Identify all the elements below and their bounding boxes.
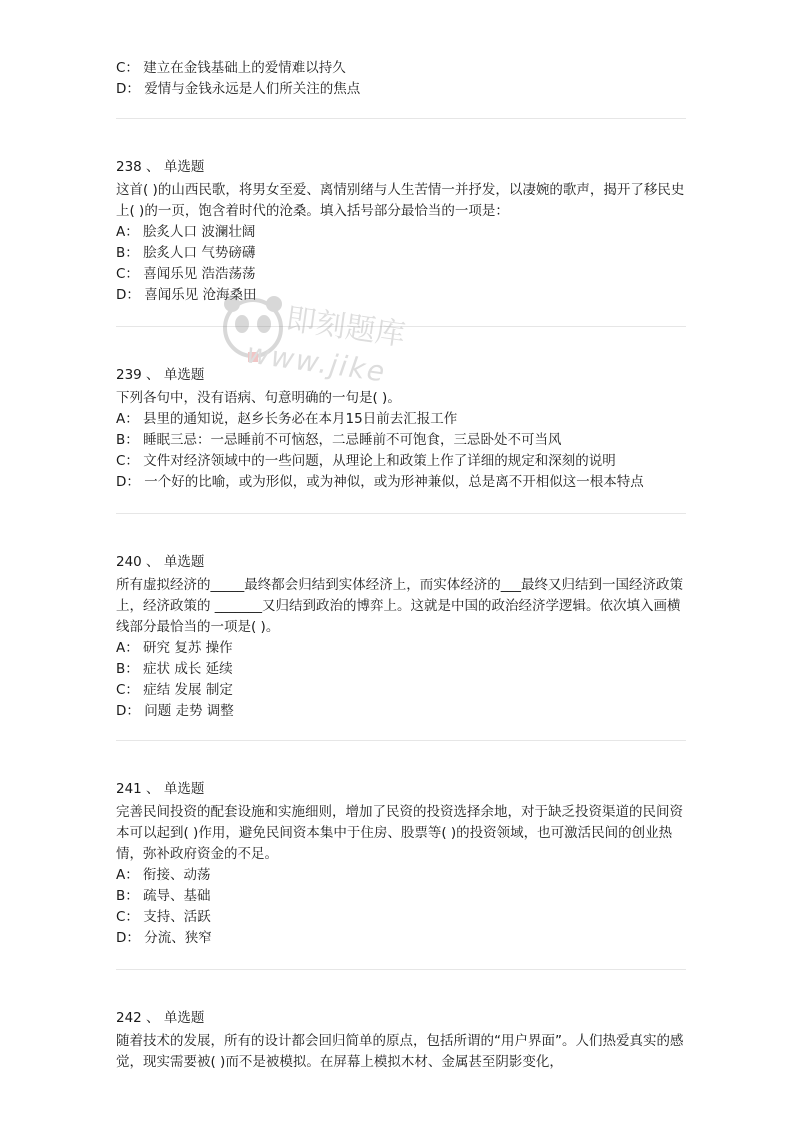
question-stem: 所有虚拟经济的_____最终都会归结到实体经济上，而实体经济的___最终又归结到一国经济政策上，经济政策的 _______又归结到政治的博弈上。这就是中国的政治经济学逻辑。依次填入画横线部分最恰当的一项是( )。	[116, 577, 683, 635]
option-row[interactable]	[116, 928, 686, 949]
option-key: D：	[116, 930, 140, 946]
question-239	[116, 365, 686, 493]
option-text: 喜闻乐见 浩浩荡荡	[143, 266, 256, 282]
question-238	[116, 157, 686, 306]
option-row[interactable]	[116, 701, 686, 722]
option-row[interactable]	[116, 638, 686, 659]
option-text: 一个好的比喻，或为形似，或为神似，或为形神兼似，总是离不开相似这一根本特点	[144, 474, 644, 490]
option-text: 脍炙人口 气势磅礴	[143, 245, 256, 261]
option-text: 脍炙人口 波澜壮阔	[143, 224, 256, 240]
question-242	[116, 1008, 686, 1073]
question-header: 239 、 单选题	[116, 367, 205, 383]
question-header: 238 、 单选题	[116, 159, 205, 175]
option-key: D：	[116, 703, 140, 719]
option-text: 喜闻乐见 沧海桑田	[144, 287, 257, 303]
option-key: C：	[116, 60, 139, 76]
option-row[interactable]	[116, 58, 686, 79]
option-key: C：	[116, 266, 139, 282]
option-text: 县里的通知说，赵乡长务必在本月15日前去汇报工作	[143, 411, 458, 427]
option-row[interactable]	[116, 222, 686, 243]
question-header: 242 、 单选题	[116, 1010, 205, 1026]
option-row[interactable]	[116, 659, 686, 680]
question-list	[116, 58, 686, 1073]
option-text: 睡眠三忌：一忌睡前不可恼怒，二忌睡前不可饱食，三忌卧处不可当风	[143, 432, 562, 448]
option-row[interactable]	[116, 907, 686, 928]
option-row[interactable]	[116, 243, 686, 264]
option-row[interactable]	[116, 451, 686, 472]
option-text: 问题 走势 调整	[144, 703, 234, 719]
option-text: 文件对经济领域中的一些问题，从理论上和政策上作了详细的规定和深刻的说明	[143, 453, 616, 469]
question-240	[116, 552, 686, 722]
watermark-site: www.jike	[244, 336, 389, 389]
option-text: 衔接、动荡	[143, 867, 211, 883]
question-stem: 下列各句中，没有语病、句意明确的一句是( )。	[116, 390, 401, 406]
option-key: D：	[116, 81, 140, 97]
option-key: C：	[116, 453, 139, 469]
option-key: B：	[116, 661, 139, 677]
option-text: 建立在金钱基础上的爱情难以持久	[143, 60, 346, 76]
option-row[interactable]	[116, 865, 686, 886]
option-key: A：	[116, 640, 139, 656]
option-row[interactable]	[116, 79, 686, 100]
option-text: 支持、活跃	[143, 909, 211, 925]
question-header: 241 、 单选题	[116, 781, 205, 797]
option-text: 症状 成长 延续	[143, 661, 233, 677]
question-stem: 这首( )的山西民歌，将男女至爱、离情别绪与人生苦情一并抒发，以凄婉的歌声，揭开了移民史上( )的一页，饱含着时代的沧桑。填入括号部分最恰当的一项是：	[116, 182, 685, 219]
option-key: D：	[116, 474, 140, 490]
option-key: A：	[116, 867, 139, 883]
question-stem: 随着技术的发展，所有的设计都会回归简单的原点，包括所谓的“用户界面”。人们热爱真实的感觉，现实需要被( )而不是被模拟。在屏幕上模拟木材、金属甚至阴影变化，	[116, 1033, 684, 1070]
option-text: 爱情与金钱永远是人们所关注的焦点	[144, 81, 361, 97]
question-header: 240 、 单选题	[116, 554, 205, 570]
option-key: B：	[116, 888, 139, 904]
option-text: 分流、狭窄	[144, 930, 212, 946]
option-row[interactable]	[116, 285, 686, 306]
watermark-brand: 即刻题库	[283, 301, 408, 354]
option-row[interactable]	[116, 430, 686, 451]
option-key: A：	[116, 224, 139, 240]
option-row[interactable]	[116, 264, 686, 285]
question-241	[116, 779, 686, 949]
option-key: A：	[116, 411, 139, 427]
option-text: 研究 复苏 操作	[143, 640, 233, 656]
option-row[interactable]	[116, 886, 686, 907]
option-key: B：	[116, 432, 139, 448]
option-text: 症结 发展 制定	[143, 682, 233, 698]
option-key: D：	[116, 287, 140, 303]
option-row[interactable]	[116, 472, 686, 493]
option-row[interactable]	[116, 680, 686, 701]
option-key: C：	[116, 909, 139, 925]
question-stem: 完善民间投资的配套设施和实施细则，增加了民资的投资选择余地，对于缺乏投资渠道的民间资本可以起到( )作用，避免民间资本集中于住房、股票等( )的投资领域，也可激活民间的创业热情，弥补政府资金的不足。	[116, 804, 683, 862]
option-row[interactable]	[116, 409, 686, 430]
option-text: 疏导、基础	[143, 888, 211, 904]
option-key: B：	[116, 245, 139, 261]
previous-question-tail	[116, 58, 686, 100]
option-key: C：	[116, 682, 139, 698]
